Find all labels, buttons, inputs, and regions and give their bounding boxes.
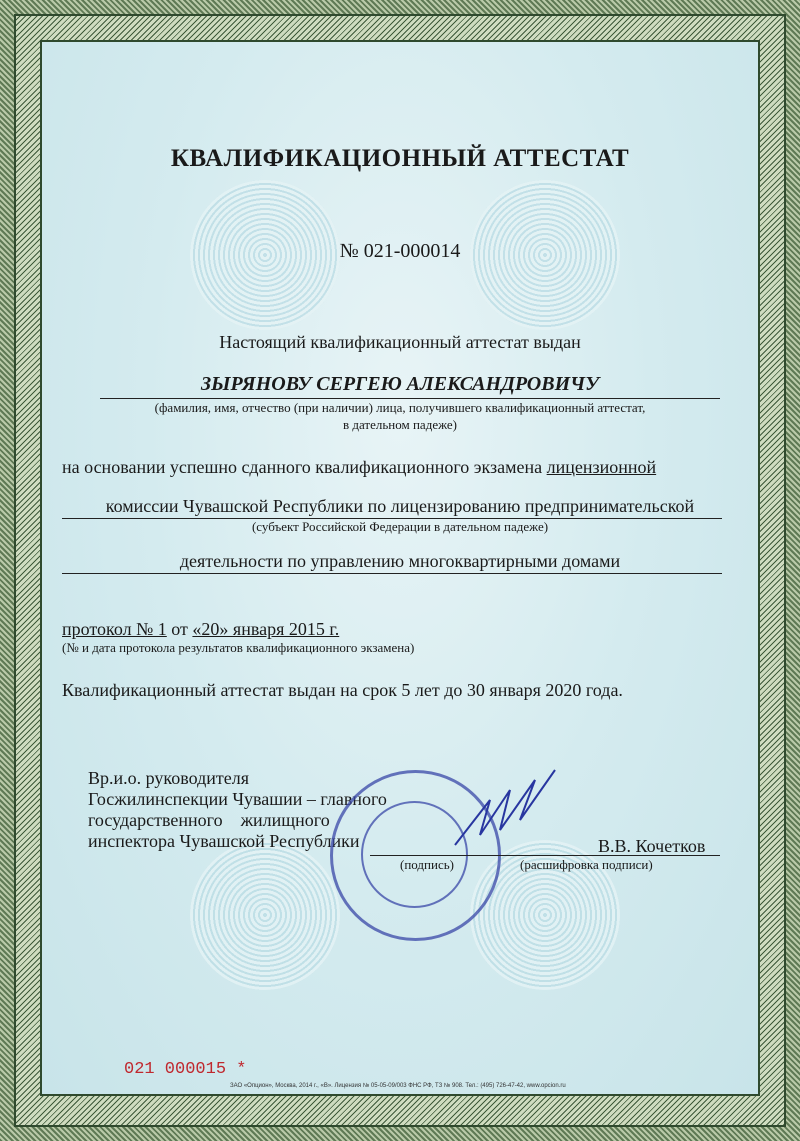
recipient-hint: в дательном падеже) <box>342 417 457 432</box>
recipient-hint: (фамилия, имя, отчество (при наличии) лица, получившего квалификационный аттестат, <box>154 400 646 415</box>
signer-hint: (расшифровка подписи) <box>520 857 653 872</box>
recipient-name: ЗЫРЯНОВУ СЕРГЕЮ АЛЕКСАНДРОВИЧУ <box>200 373 600 395</box>
basis-prefix: на основании успешно сданного квалификационного экзамена <box>62 457 547 477</box>
certificate-number: № 021-000014 <box>339 240 461 262</box>
protocol-hint: (№ и дата протокола результатов квалификационного экзамена) <box>62 640 415 655</box>
commission-text: комиссии Чувашской Республики по лицензированию предпринимательской <box>105 496 695 516</box>
signatory-line: государственного жилищного <box>88 810 330 830</box>
basis-underlined: лицензионной <box>546 457 657 477</box>
signature <box>450 765 560 855</box>
divider-line <box>100 398 720 399</box>
signatory-line: Вр.и.о. руководителя <box>88 768 249 788</box>
certificate-title: КВАЛИФИКАЦИОННЫЙ АТТЕСТАТ <box>170 145 630 172</box>
commission-hint: (субъект Российской Федерации в дательном падеже) <box>251 519 549 534</box>
signatory-line: инспектора Чувашской Республики <box>88 831 360 851</box>
rosette-decoration <box>190 840 340 990</box>
protocol-label: протокол № 1 <box>62 619 167 639</box>
protocol-from: от <box>171 619 188 639</box>
activity-text: деятельности по управлению многоквартирными домами <box>179 551 621 571</box>
serial-number: 021 000015 * <box>124 1060 247 1079</box>
protocol-date: «20» января 2015 г. <box>192 619 340 639</box>
printer-info: ЗАО «Опцион», Москва, 2014 г., «В». Лицензия № 05-05-09/003 ФНС РФ, ТЗ № 908. Тел.: (495) 726-47-42, www.opcion.ru <box>230 1083 566 1089</box>
protocol-line <box>62 619 339 640</box>
signer-name: В.В. Кочетков <box>598 836 706 856</box>
signature-hint: (подпись) <box>400 857 454 872</box>
basis-text <box>62 457 656 478</box>
divider-line <box>62 573 722 574</box>
validity-text: Квалификационный аттестат выдан на срок 5 лет до 30 января 2020 года. <box>62 680 623 700</box>
signatory-line: Госжилинспекции Чувашии – главного <box>88 789 387 809</box>
issued-intro: Настоящий квалификационный аттестат выдан <box>219 332 581 352</box>
